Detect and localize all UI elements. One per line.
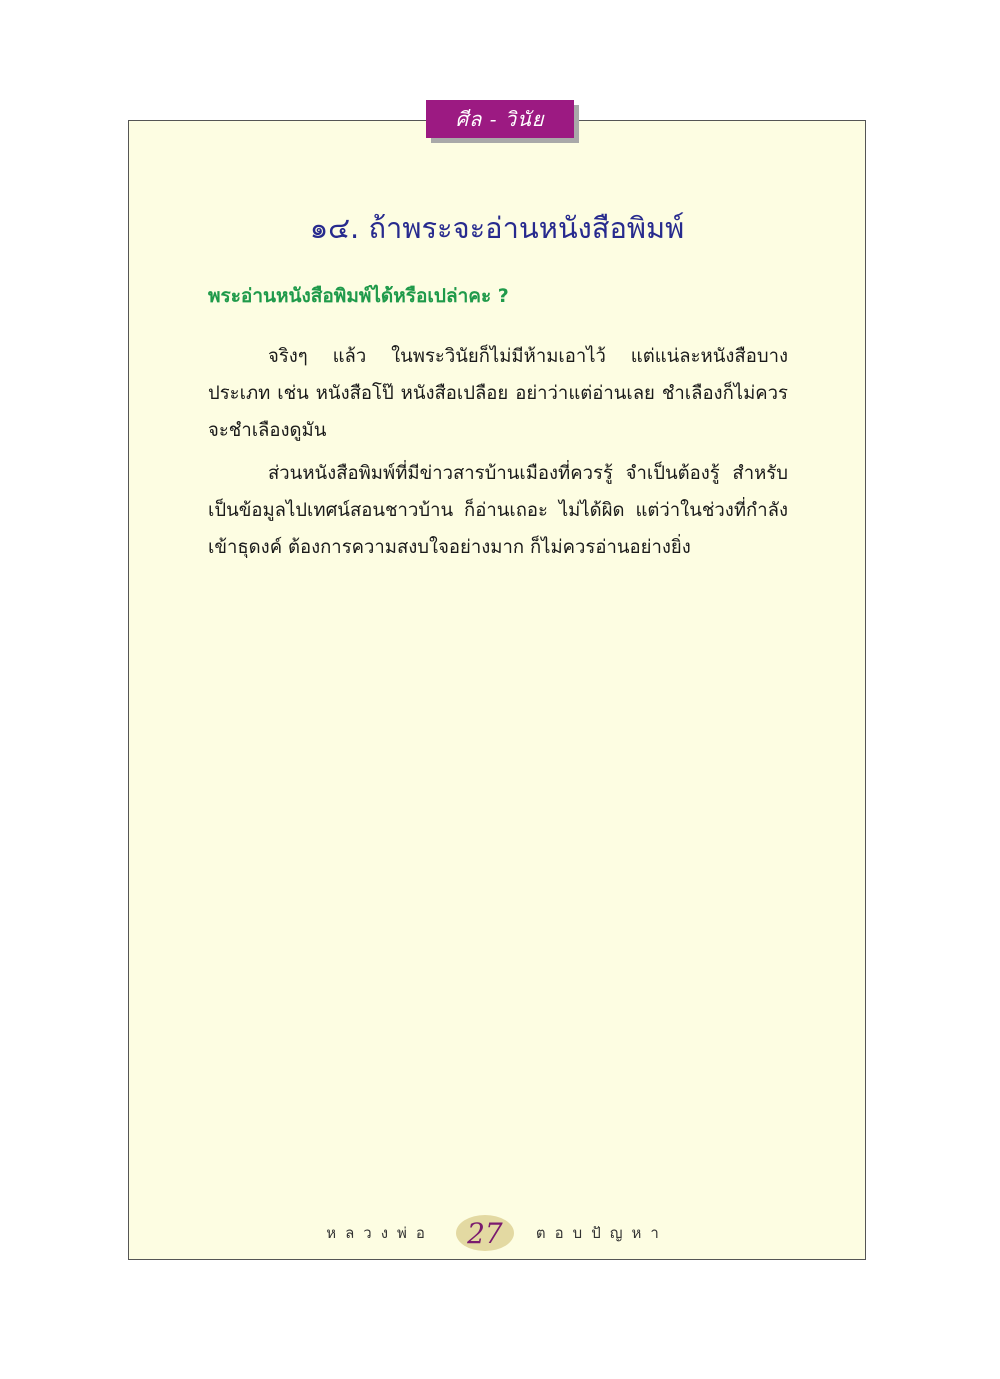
page-number-badge: 27 bbox=[456, 1215, 514, 1251]
answer-body bbox=[208, 338, 788, 572]
section-tab bbox=[426, 100, 574, 138]
answer-paragraph: ส่วนหนังสือพิมพ์ที่มีข่าวสารบ้านเมืองที่ควรรู้ จำเป็นต้องรู้ สำหรับเป็นข้อมูลไปเทศน์สอนชาวบ้าน ก็อ่านเถอะ ไม่ได้ผิด แต่ว่าในช่วงที่กำลังเข้าธุดงค์ ต้องการความสงบใจอย่างมาก ก็ไม่ควรอ่านอย่างยิ่ง bbox=[208, 463, 788, 558]
footer-book-title-right: ตอบปัญหา bbox=[535, 1224, 668, 1242]
page-footer bbox=[128, 1208, 866, 1258]
footer-book-title-left: หลวงพ่อ bbox=[326, 1224, 434, 1242]
section-tab-label: ศีล - วินัย bbox=[455, 107, 545, 131]
chapter-title: ๑๔. ถ้าพระจะอ่านหนังสือพิมพ์ bbox=[309, 211, 685, 245]
answer-paragraph: จริงๆ แล้ว ในพระวินัยก็ไม่มีห้ามเอาไว้ แต่แน่ละหนังสือบางประเภท เช่น หนังสือโป๊ หนังสือเปลือย อย่าว่าแต่อ่านเลย ชำเลืองก็ไม่ควรจะชำเลืองดูมัน bbox=[208, 346, 788, 441]
question-heading: พระอ่านหนังสือพิมพ์ได้หรือเปล่าคะ ? bbox=[208, 285, 509, 307]
